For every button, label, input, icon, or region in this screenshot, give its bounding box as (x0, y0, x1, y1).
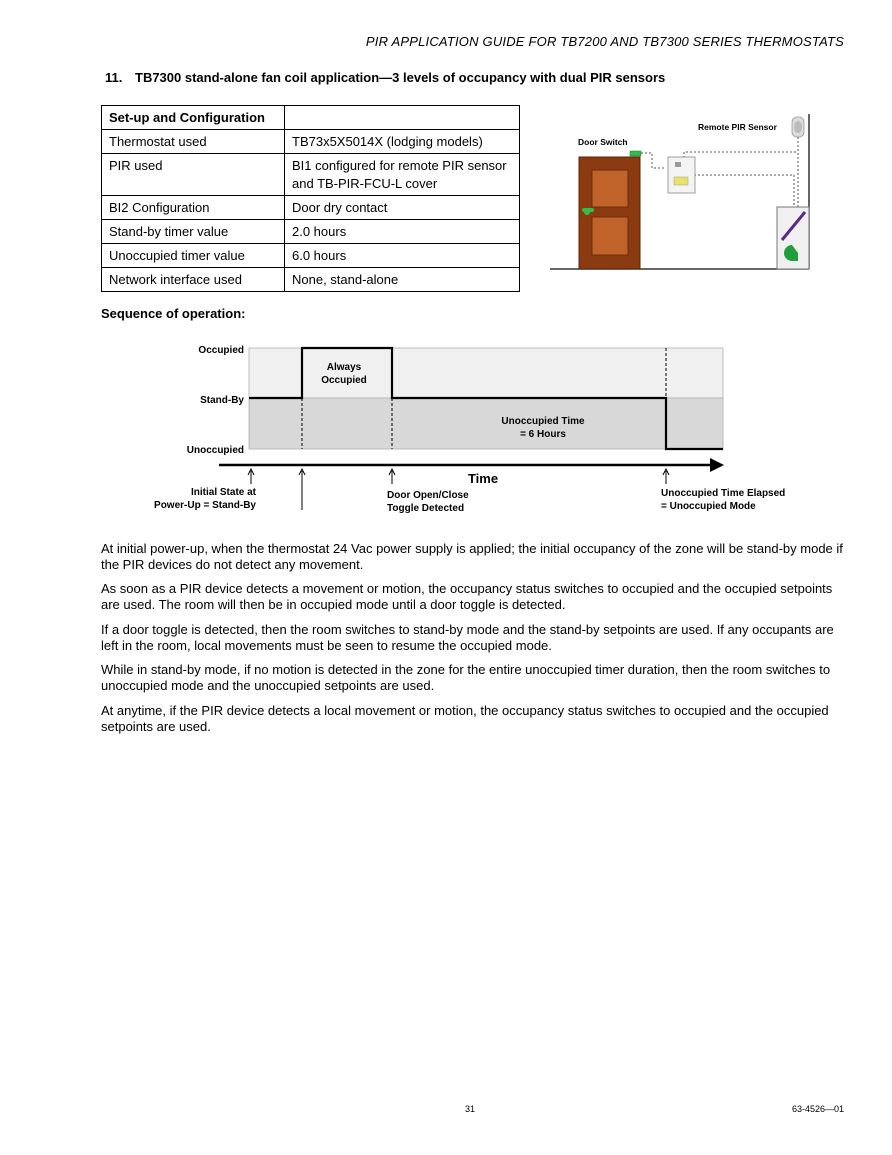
always-occupied-label-line1: Always (326, 362, 362, 373)
table-cell-value: TB73x5X5014X (lodging models) (285, 130, 520, 154)
door-toggle-label-line1: Door Open/Close (387, 490, 469, 501)
table-row (102, 196, 520, 220)
door-switch-icon (630, 151, 641, 156)
table-cell-label: Stand-by timer value (102, 220, 285, 244)
unoccupied-time-label-line2: = 6 Hours (520, 429, 566, 440)
table-row (102, 220, 520, 244)
remote-pir-sensor-label: Remote PIR Sensor (698, 122, 777, 132)
initial-state-label-line1: Initial State at (190, 487, 256, 498)
table-row (102, 154, 520, 196)
door-switch-wire (641, 153, 664, 168)
door-toggle-label-line2: Toggle Detected (387, 503, 465, 514)
standby-band (249, 398, 723, 449)
door-icon (579, 157, 640, 269)
occupancy-timing-diagram (140, 338, 840, 523)
body-paragraph: As soon as a PIR device detects a movement or motion, the occupancy status switches to occupied and the occupied setpoints are used. The room will then be in occupied mode until a door toggle is detected. (101, 581, 833, 612)
door-switch-label: Door Switch (578, 137, 628, 147)
body-paragraph: At initial power-up, when the thermostat 24 Vac power supply is applied; the initial occupancy of the zone will be stand-by mode if the PIR devices do not detect any movement. (101, 541, 843, 572)
level-label-standby: Stand-By (200, 395, 244, 406)
occupied-band (249, 348, 723, 398)
elapsed-label-line1: Unoccupied Time Elapsed (661, 488, 786, 499)
table-cell-value: 6.0 hours (285, 244, 520, 268)
table-cell-label: Thermostat used (102, 130, 285, 154)
always-occupied-label-line2: Occupied (321, 375, 367, 386)
body-paragraph: If a door toggle is detected, then the room switches to stand-by mode and the stand-by setpoints are used. If any occupants are left in the room, local movements must be seen to resume the occupied mode. (101, 622, 834, 653)
running-header: PIR APPLICATION GUIDE FOR TB7200 AND TB7300 SERIES THERMOSTATS (365, 34, 844, 49)
section-heading (105, 70, 665, 85)
table-cell-label: Network interface used (102, 268, 285, 292)
thermostat-to-fancoil-wire (694, 175, 794, 207)
table-cell-label: PIR used (102, 154, 285, 196)
table-cell-value: None, stand-alone (285, 268, 520, 292)
time-axis-label: Time (467, 471, 499, 486)
level-label-occupied: Occupied (198, 345, 244, 356)
body-paragraph: While in stand-by mode, if no motion is detected in the zone for the entire unoccupied timer duration, then the room switches to unoccupied mode and the unoccupied setpoints are used. (101, 662, 831, 693)
table-header-cell (285, 106, 520, 130)
section-number: 11. (105, 70, 123, 85)
document-number: 63-4526—01 (791, 1104, 844, 1114)
fan-coil-unit-icon (777, 207, 809, 269)
page-number: 31 (465, 1104, 476, 1114)
table-cell-label: BI2 Configuration (102, 196, 285, 220)
table-row (102, 268, 520, 292)
table-header-row (102, 106, 520, 130)
remote-pir-sensor-icon (792, 117, 804, 137)
table-row (102, 130, 520, 154)
room-installation-illustration (548, 110, 813, 273)
time-axis-arrowhead (710, 458, 724, 472)
level-label-unoccupied: Unoccupied (186, 445, 244, 456)
elapsed-label-line2: = Unoccupied Mode (661, 501, 756, 512)
section-title: TB7300 stand-alone fan coil application—3 levels of occupancy with dual PIR sensors (135, 70, 666, 85)
sequence-heading: Sequence of operation: (101, 306, 246, 321)
unoccupied-time-label-line1: Unoccupied Time (501, 416, 585, 427)
table-cell-label: Unoccupied timer value (102, 244, 285, 268)
thermostat-icon (668, 157, 695, 193)
pir-to-thermostat-wire (684, 152, 798, 162)
table-row (102, 244, 520, 268)
table-cell-value: 2.0 hours (285, 220, 520, 244)
table-cell-value: Door dry contact (285, 196, 520, 220)
table-cell-value: BI1 configured for remote PIR sensor and TB-PIR-FCU-L cover (285, 154, 520, 196)
setup-configuration-table (101, 105, 520, 292)
table-header-cell: Set-up and Configuration (102, 106, 285, 130)
initial-state-label-line2: Power-Up = Stand-By (154, 500, 256, 511)
body-paragraph: At anytime, if the PIR device detects a local movement or motion, the occupancy status switches to occupied and the occupied setpoints are used. (101, 703, 829, 734)
